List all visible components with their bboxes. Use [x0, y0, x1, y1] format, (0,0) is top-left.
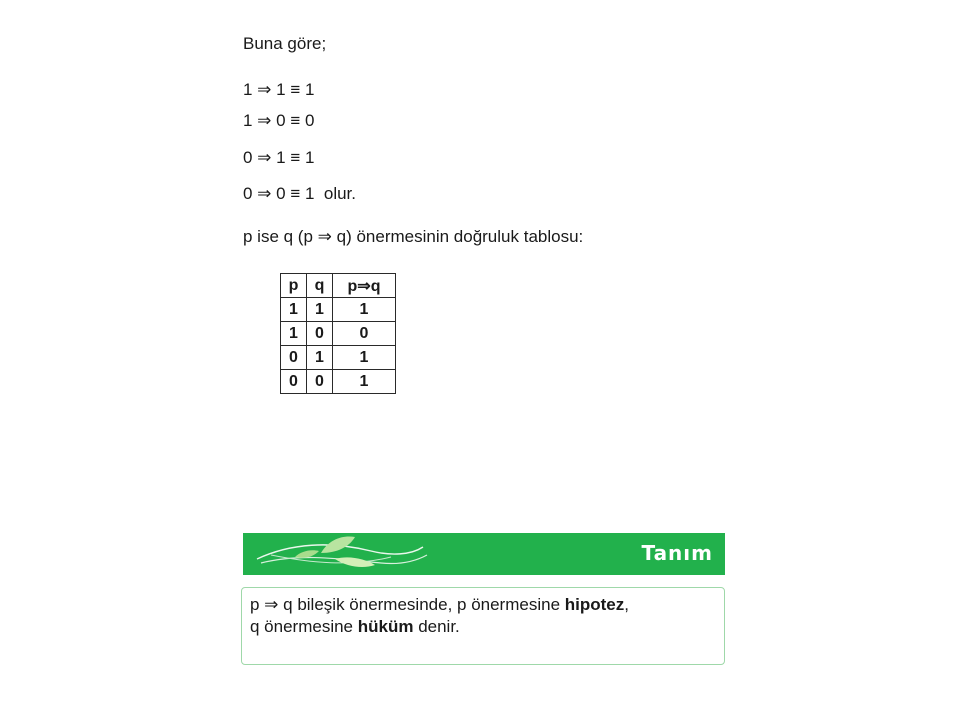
cell-q: 0: [307, 322, 333, 346]
truth-table: [280, 273, 396, 394]
definition-box: [241, 587, 725, 665]
cell-p-implies-q: 1: [333, 370, 396, 394]
cell-p: 0: [281, 370, 307, 394]
cell-p-implies-q: 1: [333, 346, 396, 370]
header-q: q: [307, 274, 333, 298]
truth-table-caption: p ise q (p ⇒ q) önermesinin doğruluk tablosu:: [243, 227, 584, 246]
cell-p-implies-q: 0: [333, 322, 396, 346]
table-row: [281, 298, 396, 322]
rule-line-1: 1 ⇒ 1 ≡ 1: [243, 80, 315, 99]
header-p: p: [281, 274, 307, 298]
cell-q: 1: [307, 346, 333, 370]
term-hipotez: hipotez: [564, 595, 625, 614]
cell-q: 0: [307, 370, 333, 394]
rule-line-2: 1 ⇒ 0 ≡ 0: [243, 111, 315, 130]
cell-p-implies-q: 1: [333, 298, 396, 322]
rule-line-4: 0 ⇒ 0 ≡ 1 olur.: [243, 184, 356, 203]
table-row: [281, 370, 396, 394]
definition-text-1: p ⇒ q bileşik önermesinde, p önermesine: [250, 595, 565, 614]
cell-q: 1: [307, 298, 333, 322]
leaf-swirl-icon: [251, 533, 431, 575]
definition-title: Tanım: [641, 541, 713, 565]
intro-text: Buna göre;: [243, 34, 327, 53]
definition-text-4: denir.: [413, 617, 460, 636]
cell-p: 1: [281, 322, 307, 346]
table-row: [281, 346, 396, 370]
cell-p: 1: [281, 298, 307, 322]
term-hukum: hüküm: [357, 617, 414, 636]
cell-p: 0: [281, 346, 307, 370]
rule-line-3: 0 ⇒ 1 ≡ 1: [243, 148, 315, 167]
header-p-implies-q: p⇒q: [333, 274, 396, 298]
definition-banner: [243, 533, 725, 575]
table-row: [281, 322, 396, 346]
definition-text-2: ,: [624, 595, 629, 614]
truth-table-header-row: [281, 274, 396, 298]
definition-text-3: q önermesine: [250, 617, 358, 636]
